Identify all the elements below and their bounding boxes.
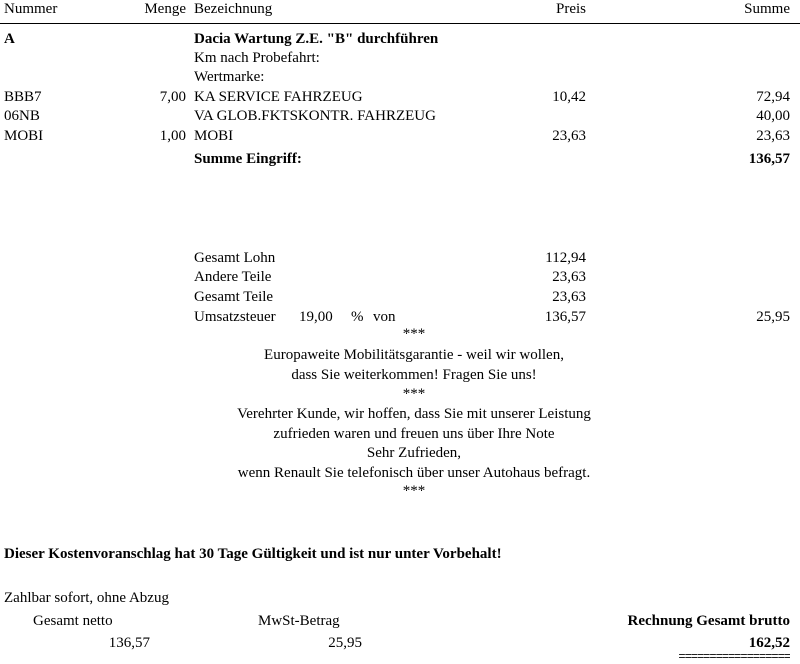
item-nummer: BBB7 (4, 89, 42, 105)
validity-note: Dieser Kostenvoranschlag hat 30 Tage Gültigkeit und ist nur unter Vorbehalt! (4, 546, 502, 562)
subtotal-value: 136,57 (748, 151, 790, 167)
item-bezeichnung: MOBI (194, 128, 234, 144)
col-header-bezeichnung: Bezeichnung (194, 1, 273, 17)
col-header-nummer: Nummer (4, 1, 58, 17)
vat-rate: 19,00 (299, 309, 333, 325)
item-menge: 7,00 (159, 89, 186, 105)
vat-label: Umsatzsteuer (194, 309, 276, 325)
item-bezeichnung: KA SERVICE FAHRZEUG (194, 89, 363, 105)
total-value: 112,94 (545, 250, 586, 266)
section-note: Km nach Probefahrt: (194, 50, 320, 66)
subtotal-label: Summe Eingriff: (194, 151, 302, 167)
message-line: zufrieden waren und freuen uns über Ihre Note (273, 426, 555, 442)
double-underline: ================== (678, 652, 790, 662)
total-value: 23,63 (552, 269, 586, 285)
message-line: Sehr Zufrieden, (366, 445, 462, 461)
mwst-label: MwSt-Betrag (258, 613, 340, 629)
section-title: Dacia Wartung Z.E. "B" durchführen (194, 31, 439, 47)
message-line: dass Sie weiterkommen! Fragen Sie uns! (291, 367, 537, 383)
message-line: Verehrter Kunde, wir hoffen, dass Sie mit unserer Leistung (237, 406, 591, 422)
item-bezeichnung: VA GLOB.FKTSKONTR. FAHRZEUG (194, 108, 436, 124)
item-summe: 23,63 (756, 128, 790, 144)
header-rule (0, 23, 800, 24)
item-summe: 72,94 (756, 89, 790, 105)
netto-label: Gesamt netto (33, 613, 113, 629)
col-header-menge: Menge (144, 1, 186, 17)
separator-stars: *** (402, 326, 426, 342)
message-line: Europaweite Mobilitätsgarantie - weil wir wollen, (264, 347, 564, 363)
section-code: A (4, 31, 15, 47)
total-label: Gesamt Teile (194, 289, 274, 305)
vat-base: 136,57 (544, 309, 586, 325)
item-preis: 10,42 (552, 89, 586, 105)
vat-percent: % (351, 309, 364, 325)
netto-value: 136,57 (108, 635, 150, 651)
item-preis: 23,63 (552, 128, 586, 144)
brutto-label: Rechnung Gesamt brutto (627, 613, 790, 629)
payment-terms: Zahlbar sofort, ohne Abzug (4, 590, 169, 606)
separator-stars: *** (402, 483, 426, 499)
section-note: Wertmarke: (194, 69, 265, 85)
item-summe: 40,00 (756, 108, 790, 124)
total-label: Gesamt Lohn (194, 250, 276, 266)
col-header-preis: Preis (556, 1, 586, 17)
brutto-value: 162,52 (748, 635, 790, 651)
vat-von: von (373, 309, 396, 325)
mwst-value: 25,95 (328, 635, 362, 651)
total-label: Andere Teile (194, 269, 272, 285)
message-line: wenn Renault Sie telefonisch über unser Autohaus befragt. (237, 465, 591, 481)
item-menge: 1,00 (159, 128, 186, 144)
vat-amount: 25,95 (756, 309, 790, 325)
item-nummer: MOBI (4, 128, 44, 144)
col-header-summe: Summe (744, 1, 790, 17)
item-nummer: 06NB (4, 108, 40, 124)
total-value: 23,63 (552, 289, 586, 305)
separator-stars: *** (402, 386, 426, 402)
